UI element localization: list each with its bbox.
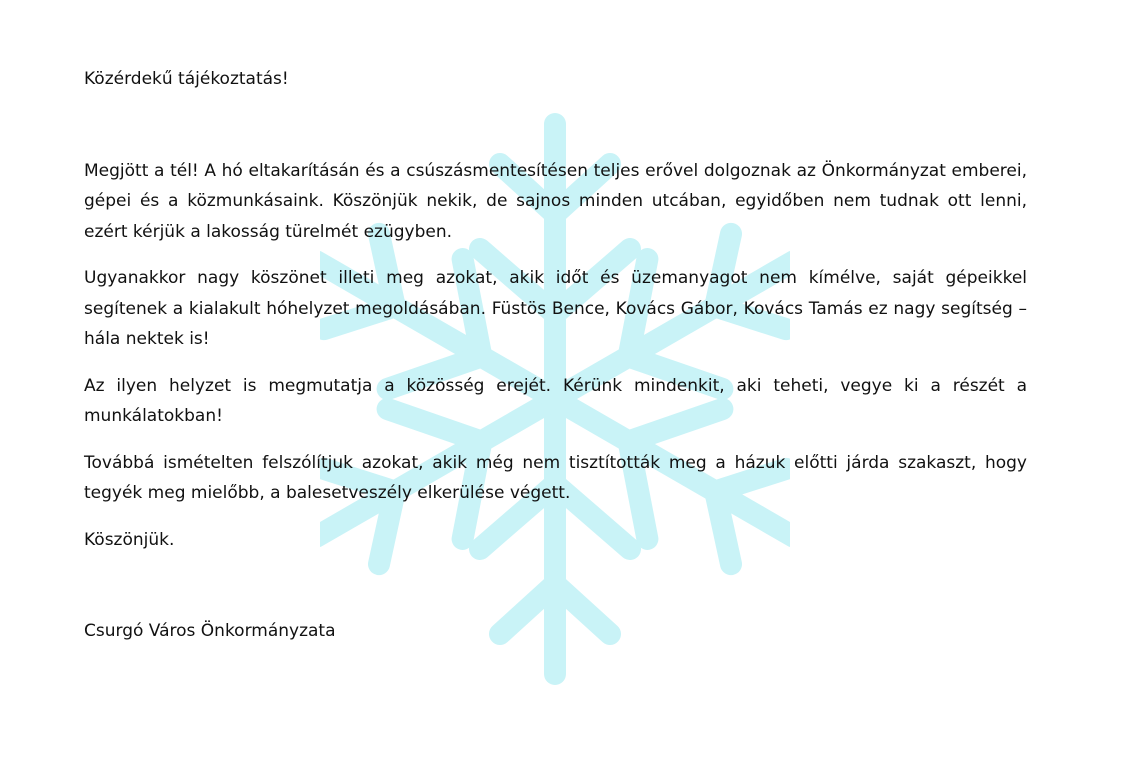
paragraph-gap [84, 247, 1027, 263]
signature: Csurgó Város Önkormányzata [84, 621, 336, 641]
paragraph: Megjött a tél! A hó eltakarításán és a csúszásmentesítésen teljes erővel dolgoznak az Önkormányzat emberei, gépei és a közmunkásaink. Köszönjük nekik, de sajnos minden utcában, egyidőben nem tudnak ott lenni, ezért kérjük a lakosság türelmét ezügyben. [84, 160, 1027, 242]
paragraph: Továbbá ismételten felszólítjuk azokat, akik még nem tisztították meg a házuk előtti járda szakaszt, hogy tegyék meg mielőbb, a balesetveszély elkerülése végett. [84, 452, 1027, 503]
paragraph: Ugyanakkor nagy köszönet illeti meg azokat, akik időt és üzemanyagot nem kímélve, saját gépeikkel segítenek a kialakult hóhelyzet megoldásában. Füstös Bence, Kovács Gábor, Kovács Tamás ez nagy segítség – hála nektek is! [84, 268, 1027, 349]
spacer [84, 555, 1027, 616]
letter [84, 64, 1027, 647]
closing-line: Köszönjük. [84, 529, 175, 550]
spacer [84, 95, 1027, 156]
paragraph-gap [84, 355, 1027, 371]
letter-title: Közérdekű tájékoztatás! [84, 69, 289, 89]
paragraph: Az ilyen helyzet is megmutatja a közösség erejét. Kérünk mindenkit, aki teheti, vegye ki a részét a munkálatokban! [84, 375, 1027, 426]
paragraph-gap [84, 432, 1027, 448]
paragraph-gap [84, 509, 1027, 525]
